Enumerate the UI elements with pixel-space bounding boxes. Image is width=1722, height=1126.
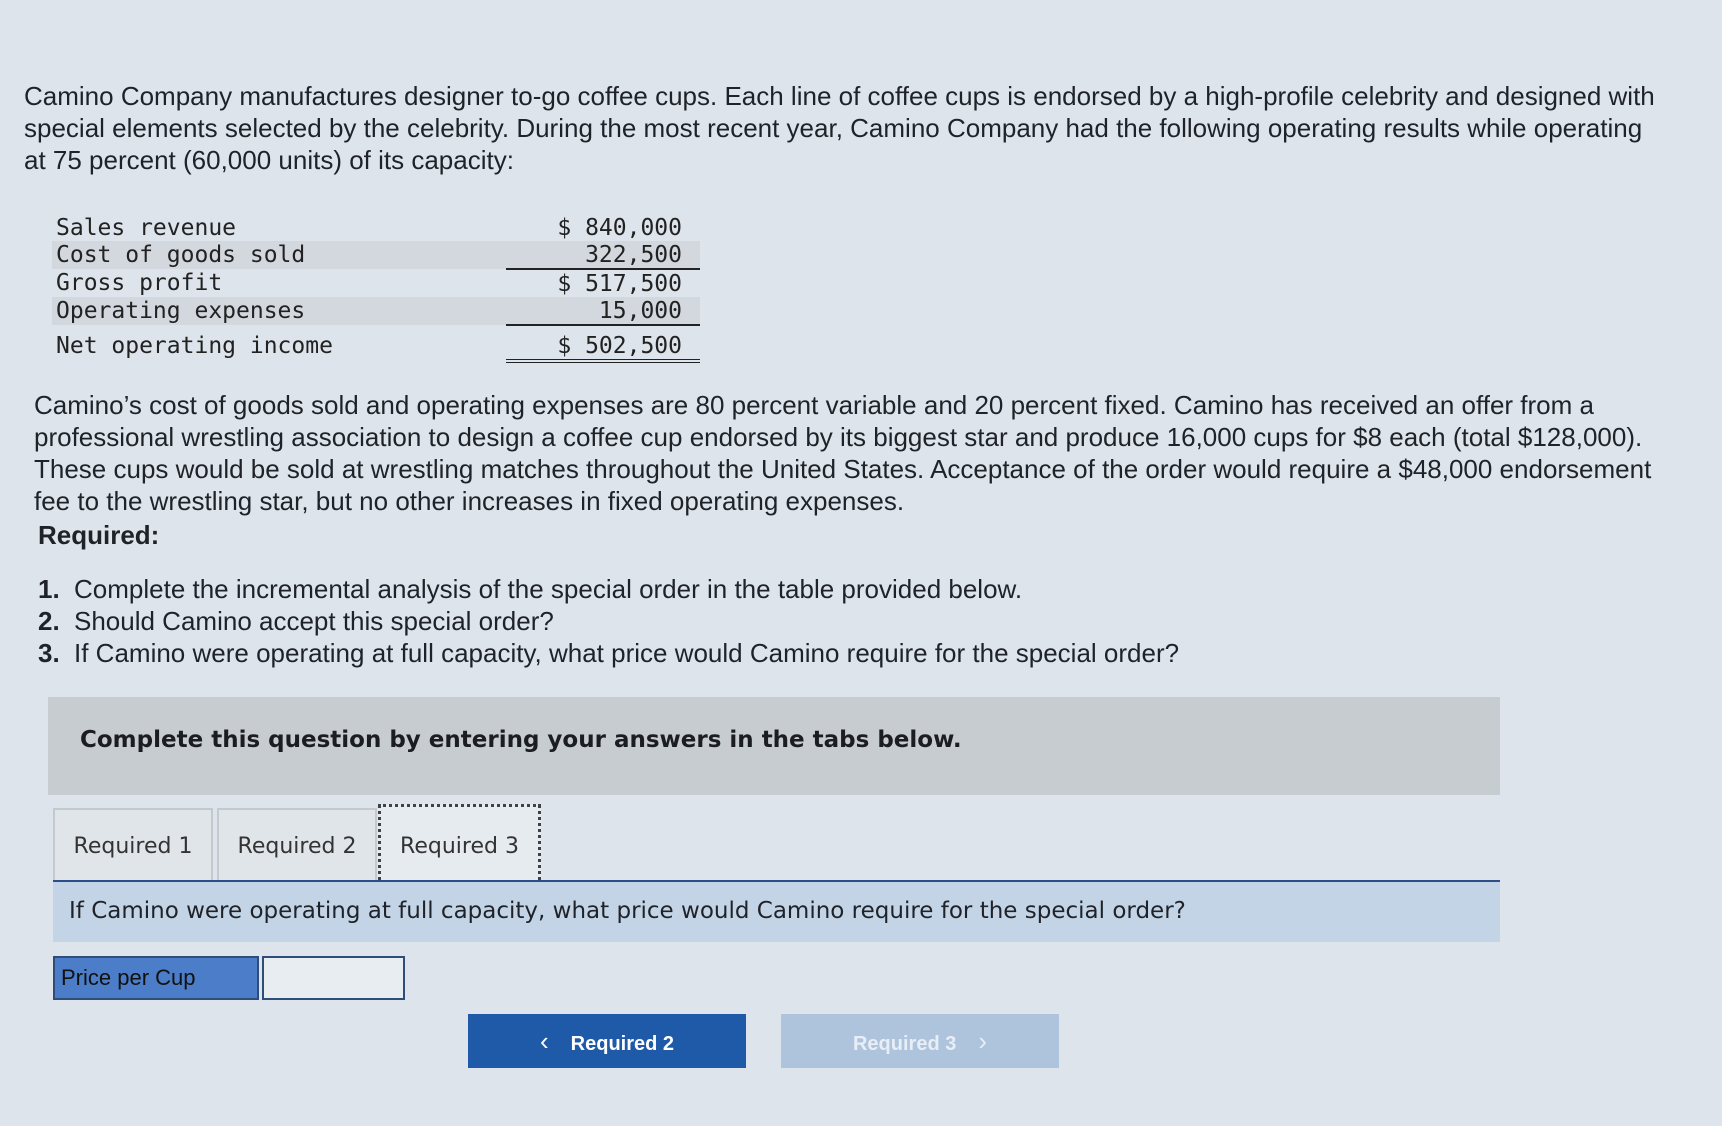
table-row — [52, 297, 700, 325]
row-amount: 15,000 — [506, 297, 700, 325]
price-per-cup-label: Price per Cup — [53, 956, 259, 1000]
item-number: 2. — [38, 606, 60, 636]
item-number: 3. — [38, 638, 60, 668]
row-amount: $ 840,000 — [557, 214, 682, 241]
item-text: Should Camino accept this special order? — [74, 606, 554, 636]
row-amount: $ 517,500 — [557, 270, 682, 297]
row-label: Sales revenue — [56, 214, 237, 241]
prev-button-label: Required 2 — [570, 1033, 675, 1055]
problem-details: Camino’s cost of goods sold and operating expenses are 80 percent variable and 20 percent fixed. Camino has received an offer from a professional wrestling association to design a coffee cup endorsed by its biggest star and produce 16,000 cups for $8 each (total $128,000). These cups would be sold at wrestling matches throughout the United States. Acceptance of the order would require a $48,000 endorsement fee to the wrestling star, but no other increases in fixed operating expenses. — [34, 390, 1652, 516]
active-question: If Camino were operating at full capacity, what price would Camino require for the special order? — [53, 882, 1500, 942]
problem-intro: Camino Company manufactures designer to-go coffee cups. Each line of coffee cups is endorsed by a high-profile celebrity and designed with special elements selected by the celebrity. During the most recent year, Camino Company had the following operating results while operating at 75 percent (60,000 units) of its capacity: — [24, 81, 1655, 175]
table-row — [52, 241, 700, 269]
list-item — [38, 573, 1179, 605]
table-row — [52, 214, 700, 241]
table-row — [52, 269, 700, 297]
requirements-list — [38, 573, 1179, 669]
list-item — [38, 637, 1179, 669]
row-amount: 322,500 — [506, 241, 700, 269]
next-button-label: Required 3 — [852, 1033, 957, 1055]
tab-required-3[interactable]: Required 3 — [378, 804, 541, 888]
operating-results-table — [52, 214, 700, 363]
list-item — [38, 605, 1179, 637]
tab-required-1[interactable]: Required 1 — [53, 808, 213, 886]
table-row — [52, 325, 700, 361]
item-text: If Camino were operating at full capacity, what price would Camino require for the special order? — [74, 638, 1180, 668]
row-label: Cost of goods sold — [52, 241, 506, 269]
item-text: Complete the incremental analysis of the special order in the table provided below. — [74, 574, 1023, 604]
next-required-3-button[interactable] — [781, 1014, 1059, 1068]
row-amount: $ 502,500 — [506, 325, 700, 361]
row-label: Gross profit — [56, 270, 223, 296]
chevron-left-icon: ‹ — [539, 1026, 549, 1056]
prev-required-2-button[interactable] — [468, 1014, 746, 1068]
item-number: 1. — [38, 574, 60, 604]
row-label: Operating expenses — [52, 297, 506, 325]
chevron-right-icon: › — [978, 1026, 988, 1056]
instructions-banner: Complete this question by entering your answers in the tabs below. — [48, 697, 1500, 795]
price-per-cup-input[interactable] — [262, 956, 405, 1000]
tab-required-2[interactable]: Required 2 — [217, 808, 377, 886]
required-heading: Required: — [38, 520, 160, 550]
row-label: Net operating income — [56, 333, 333, 359]
